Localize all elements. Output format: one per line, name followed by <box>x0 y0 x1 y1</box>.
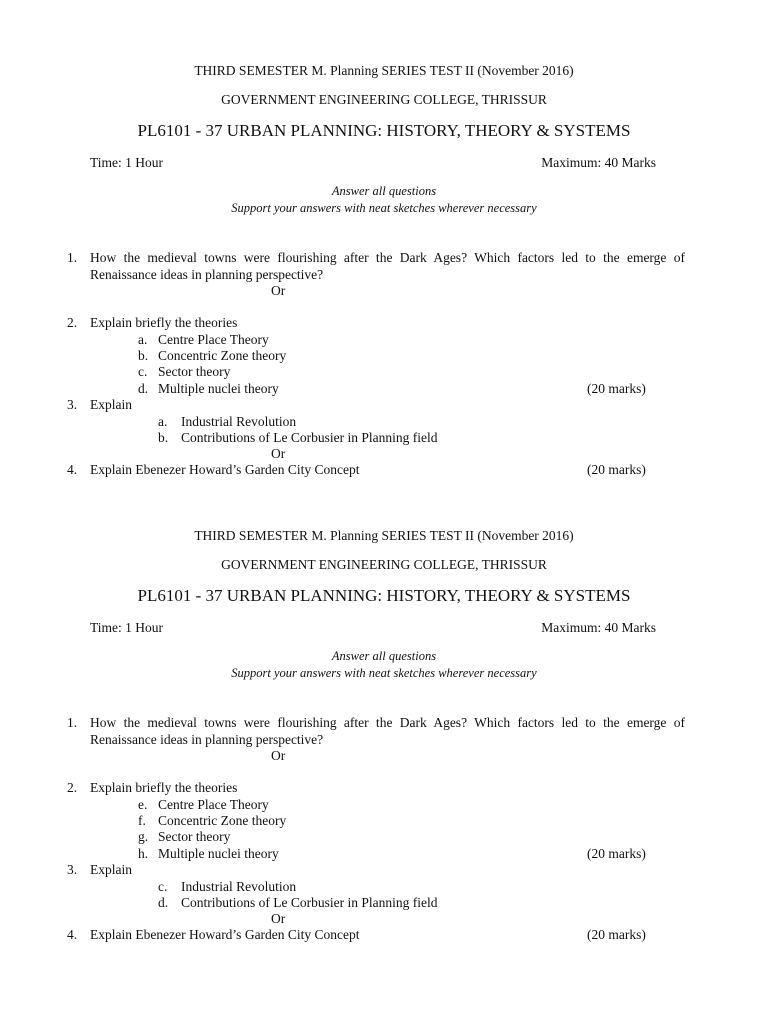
question-4-text: Explain Ebenezer Howard’s Garden City Concept <box>90 462 360 477</box>
marks-label: (20 marks) <box>587 927 646 942</box>
question-4-text: Explain Ebenezer Howard’s Garden City Concept <box>90 927 360 942</box>
list-marker: f. <box>138 813 146 828</box>
max-marks-label: Maximum: 40 Marks <box>541 155 656 170</box>
max-marks-label: Maximum: 40 Marks <box>541 620 656 635</box>
instruction-line-2: Support your answers with neat sketches wherever necessary <box>231 666 537 680</box>
question-3-text: Explain <box>90 397 132 412</box>
time-label: Time: 1 Hour <box>90 620 164 635</box>
list-marker: d. <box>158 895 169 910</box>
question-number: 3. <box>67 862 78 877</box>
instruction-line-1: Answer all questions <box>331 649 437 663</box>
or-separator: Or <box>271 283 286 298</box>
course-title: PL6101 - 37 URBAN PLANNING: HISTORY, THEORY & SYSTEMS <box>137 121 631 140</box>
list-item: Industrial Revolution <box>181 879 297 894</box>
exam-title: THIRD SEMESTER M. Planning SERIES TEST II (November 2016) <box>194 63 574 78</box>
or-separator: Or <box>271 911 286 926</box>
instruction-line-1: Answer all questions <box>331 184 437 198</box>
list-marker: c. <box>138 364 148 379</box>
list-item: Centre Place Theory <box>158 332 269 347</box>
course-title: PL6101 - 37 URBAN PLANNING: HISTORY, THEORY & SYSTEMS <box>137 586 631 605</box>
college-name: GOVERNMENT ENGINEERING COLLEGE, THRISSUR <box>221 92 547 107</box>
or-separator: Or <box>271 446 286 461</box>
list-marker: b. <box>158 430 169 445</box>
question-number: 3. <box>67 397 78 412</box>
college-name: GOVERNMENT ENGINEERING COLLEGE, THRISSUR <box>221 557 547 572</box>
list-marker: c. <box>158 879 168 894</box>
question-number: 1. <box>67 250 78 265</box>
list-item: Sector theory <box>158 829 231 844</box>
question-2-text: Explain briefly the theories <box>90 780 238 795</box>
time-label: Time: 1 Hour <box>90 155 164 170</box>
list-item: Sector theory <box>158 364 231 379</box>
list-item: Concentric Zone theory <box>158 348 287 363</box>
list-item: Concentric Zone theory <box>158 813 287 828</box>
question-number: 4. <box>67 462 78 477</box>
list-marker: d. <box>138 381 149 396</box>
list-item: Centre Place Theory <box>158 797 269 812</box>
marks-label: (20 marks) <box>587 462 646 477</box>
question-number: 2. <box>67 315 78 330</box>
instruction-line-2: Support your answers with neat sketches wherever necessary <box>231 201 537 215</box>
list-item: Multiple nuclei theory <box>158 381 279 396</box>
question-1-text: How the medieval towns were flourishing after the Dark Ages? Which factors led to the emerge of Renaissance ideas in planning perspective? <box>90 715 685 747</box>
list-marker: b. <box>138 348 149 363</box>
exam-title: THIRD SEMESTER M. Planning SERIES TEST II (November 2016) <box>194 528 574 543</box>
list-marker: e. <box>138 797 148 812</box>
question-3-text: Explain <box>90 862 132 877</box>
question-2-text: Explain briefly the theories <box>90 315 238 330</box>
marks-label: (20 marks) <box>587 846 646 861</box>
question-number: 4. <box>67 927 78 942</box>
list-item: Industrial Revolution <box>181 414 297 429</box>
question-number: 1. <box>67 715 78 730</box>
list-marker: h. <box>138 846 149 861</box>
question-number: 2. <box>67 780 78 795</box>
list-item: Contributions of Le Corbusier in Planning field <box>181 895 438 910</box>
or-separator: Or <box>271 748 286 763</box>
list-item: Multiple nuclei theory <box>158 846 279 861</box>
question-1-text: How the medieval towns were flourishing after the Dark Ages? Which factors led to the emerge of Renaissance ideas in planning perspective? <box>90 250 685 282</box>
question-paper-2 <box>0 465 768 942</box>
question-paper-1 <box>0 0 768 477</box>
marks-label: (20 marks) <box>587 381 646 396</box>
list-marker: a. <box>138 332 148 347</box>
list-item: Contributions of Le Corbusier in Planning field <box>181 430 438 445</box>
list-marker: a. <box>158 414 168 429</box>
list-marker: g. <box>138 829 149 844</box>
